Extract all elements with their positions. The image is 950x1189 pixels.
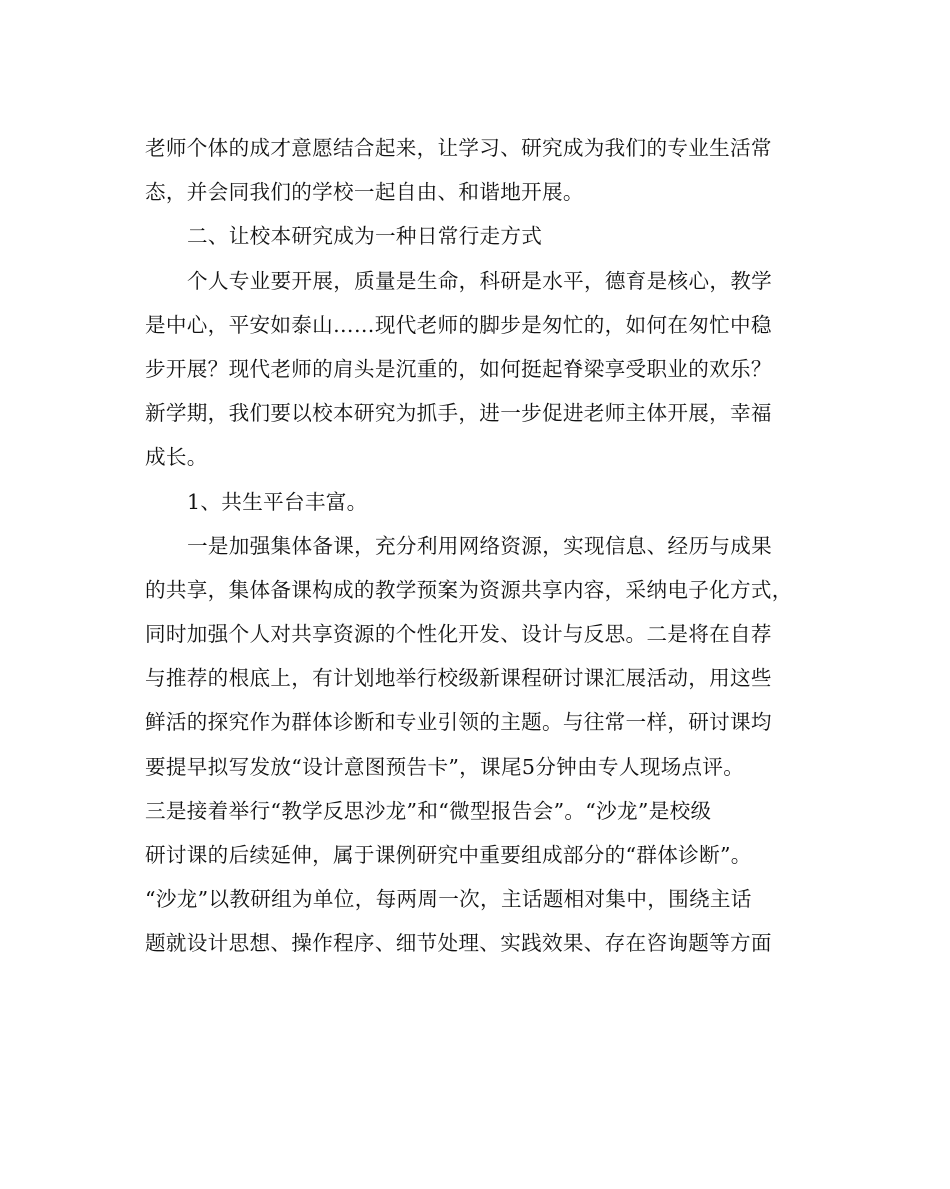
text-line: 同时加强个人对共享资源的个性化开发、设计与反思。二是将在自荐 [145,622,772,647]
body-text [145,126,810,966]
text-line: 与推荐的根底上，有计划地举行校级新课程研讨课汇展活动，用这些 [145,666,772,691]
text-line: 要提早拟写发放“设计意图预告卡”，课尾5分钟由专人现场点评。 [145,754,745,779]
text-line: 步开展？现代老师的肩头是沉重的，如何挺起脊梁享受职业的欢乐？ [145,356,772,381]
text-line: 新学期，我们要以校本研究为抓手，进一步促进老师主体开展，幸福 [145,401,772,426]
text-line: 三是接着举行“教学反思沙龙”和“微型报告会”。“沙龙”是校级 [145,798,712,823]
text-line: 题就设计思想、操作程序、细节处理、实践效果、存在咨询题等方面 [145,931,772,956]
text-line: 1、共生平台丰富。 [187,489,368,514]
text-line: 的共享，集体备课构成的教学预案为资源共享内容，采纳电子化方式， [145,577,793,602]
text-line: 鲜活的探究作为群体诊断和专业引领的主题。与往常一样，研讨课均 [145,710,772,735]
text-line: 个人专业要开展，质量是生命，科研是水平，德育是核心，教学 [187,268,773,293]
text-line: 是中心，平安如泰山……现代老师的脚步是匆忙的，如何在匆忙中稳 [145,312,772,337]
text-line: 一是加强集体备课，充分利用网络资源，实现信息、经历与成果 [187,533,773,558]
text-line: 态，并会同我们的学校一起自由、和谐地开展。 [145,180,584,205]
text-line: 研讨课的后续延伸，属于课例研究中重要组成部分的“群体诊断”。 [145,843,752,867]
text-line: 二、让校本研究成为一种日常行走方式 [187,224,543,249]
text-line: 成长。 [145,445,208,470]
text-line: “沙龙”以教研组为单位，每两周一次，主话题相对集中，围绕主话 [145,887,752,912]
text-line: 老师个体的成才意愿结合起来，让学习、研究成为我们的专业生活常 [145,136,772,160]
